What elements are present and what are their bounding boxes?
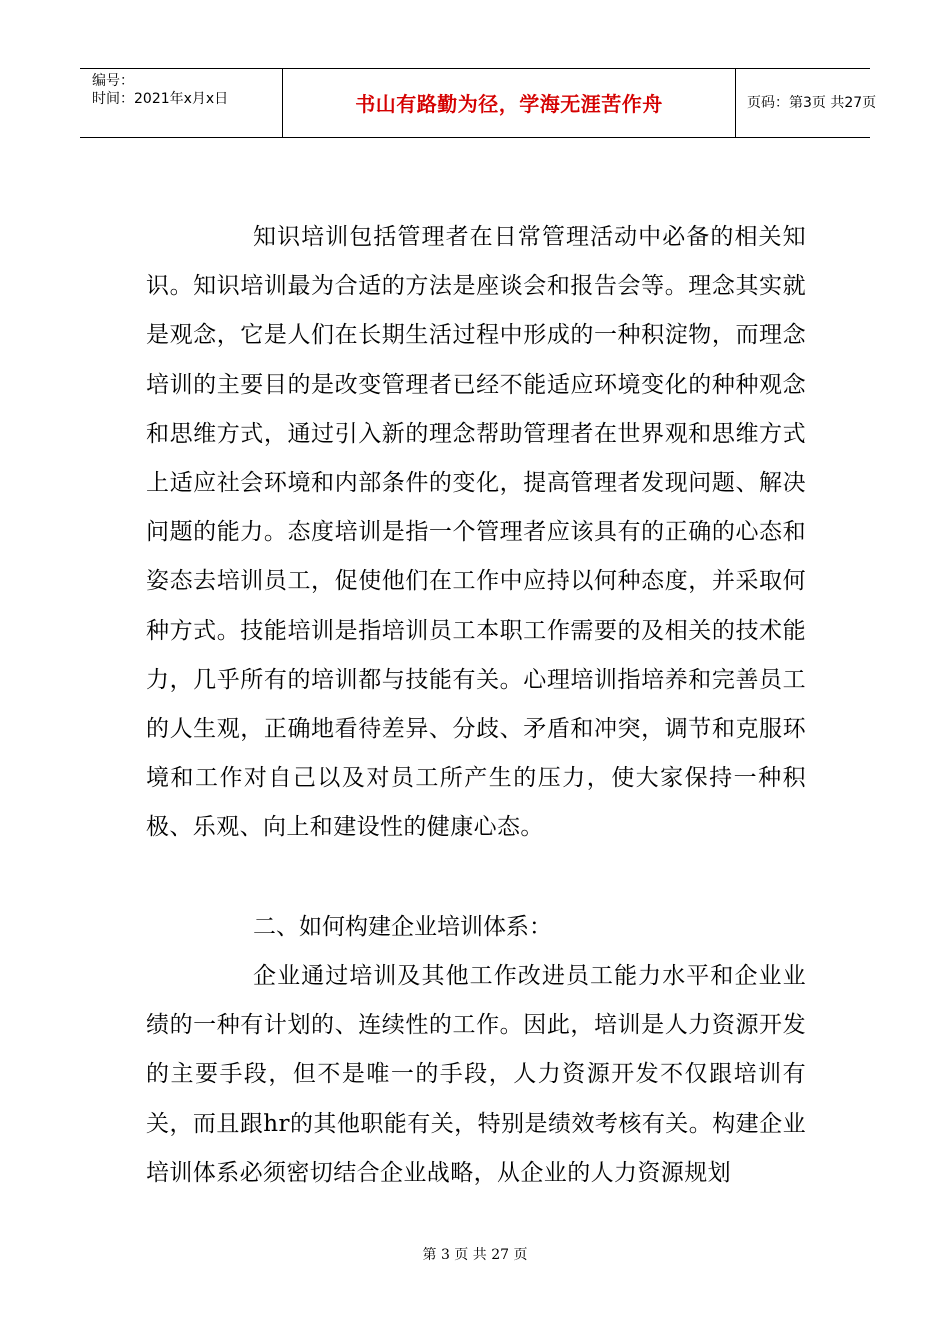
document-date-label: 时间：2021年x月x日 <box>92 91 229 107</box>
body-paragraph-2: 企业通过培训及其他工作改进员工能力水平和企业业绩的一种有计划的、连续性的工作。因此，培训是人力资源开发的主要手段，但不是唯一的手段，人力资源开发不仅跟培训有关，而且跟hr的其他职能有关，特别是绩效考核有关。构建企业培训体系必须密切结合企业战略，从企业的人力资源规划 <box>146 963 806 1186</box>
header-motto-cell <box>282 69 736 137</box>
section-heading: 二、如何构建企业培训体系： <box>253 914 552 940</box>
header-motto: 书山有路勤为径，学海无涯苦作舟 <box>355 92 663 116</box>
body-paragraph-1: 知识培训包括管理者在日常管理活动中必备的相关知识。知识培训最为合适的方法是座谈会和报告会等。理念其实就是观念，它是人们在长期生活过程中形成的一种积淀物，而理念培训的主要目的是改变管理者已经不能适应环境变化的种种观念和思维方式，通过引入新的理念帮助管理者在世界观和思维方式上适应社会环境和内部条件的变化，提高管理者发现问题、解决问题的能力。态度培训是指一个管理者应该具有的正确的心态和姿态去培训员工，促使他们在工作中应持以何种态度，并采取何种方式。技能培训是指培训员工本职工作需要的及相关的技术能力，几乎所有的培训都与技能有关。心理培训指培养和完善员工的人生观，正确地看待差异、分歧、矛盾和冲突，调节和克服环境和工作对自己以及对员工所产生的压力，使大家保持一种积极、乐观、向上和建设性的健康心态。 <box>146 224 806 841</box>
header-page-cell <box>735 69 877 137</box>
page-footer: 第 3 页 共 27 页 <box>422 1247 528 1263</box>
header-page-number: 页码：第3页 共27页 <box>747 95 877 111</box>
page-header <box>80 68 877 138</box>
document-number-label: 编号： <box>92 73 134 89</box>
header-meta-cell <box>80 69 282 137</box>
